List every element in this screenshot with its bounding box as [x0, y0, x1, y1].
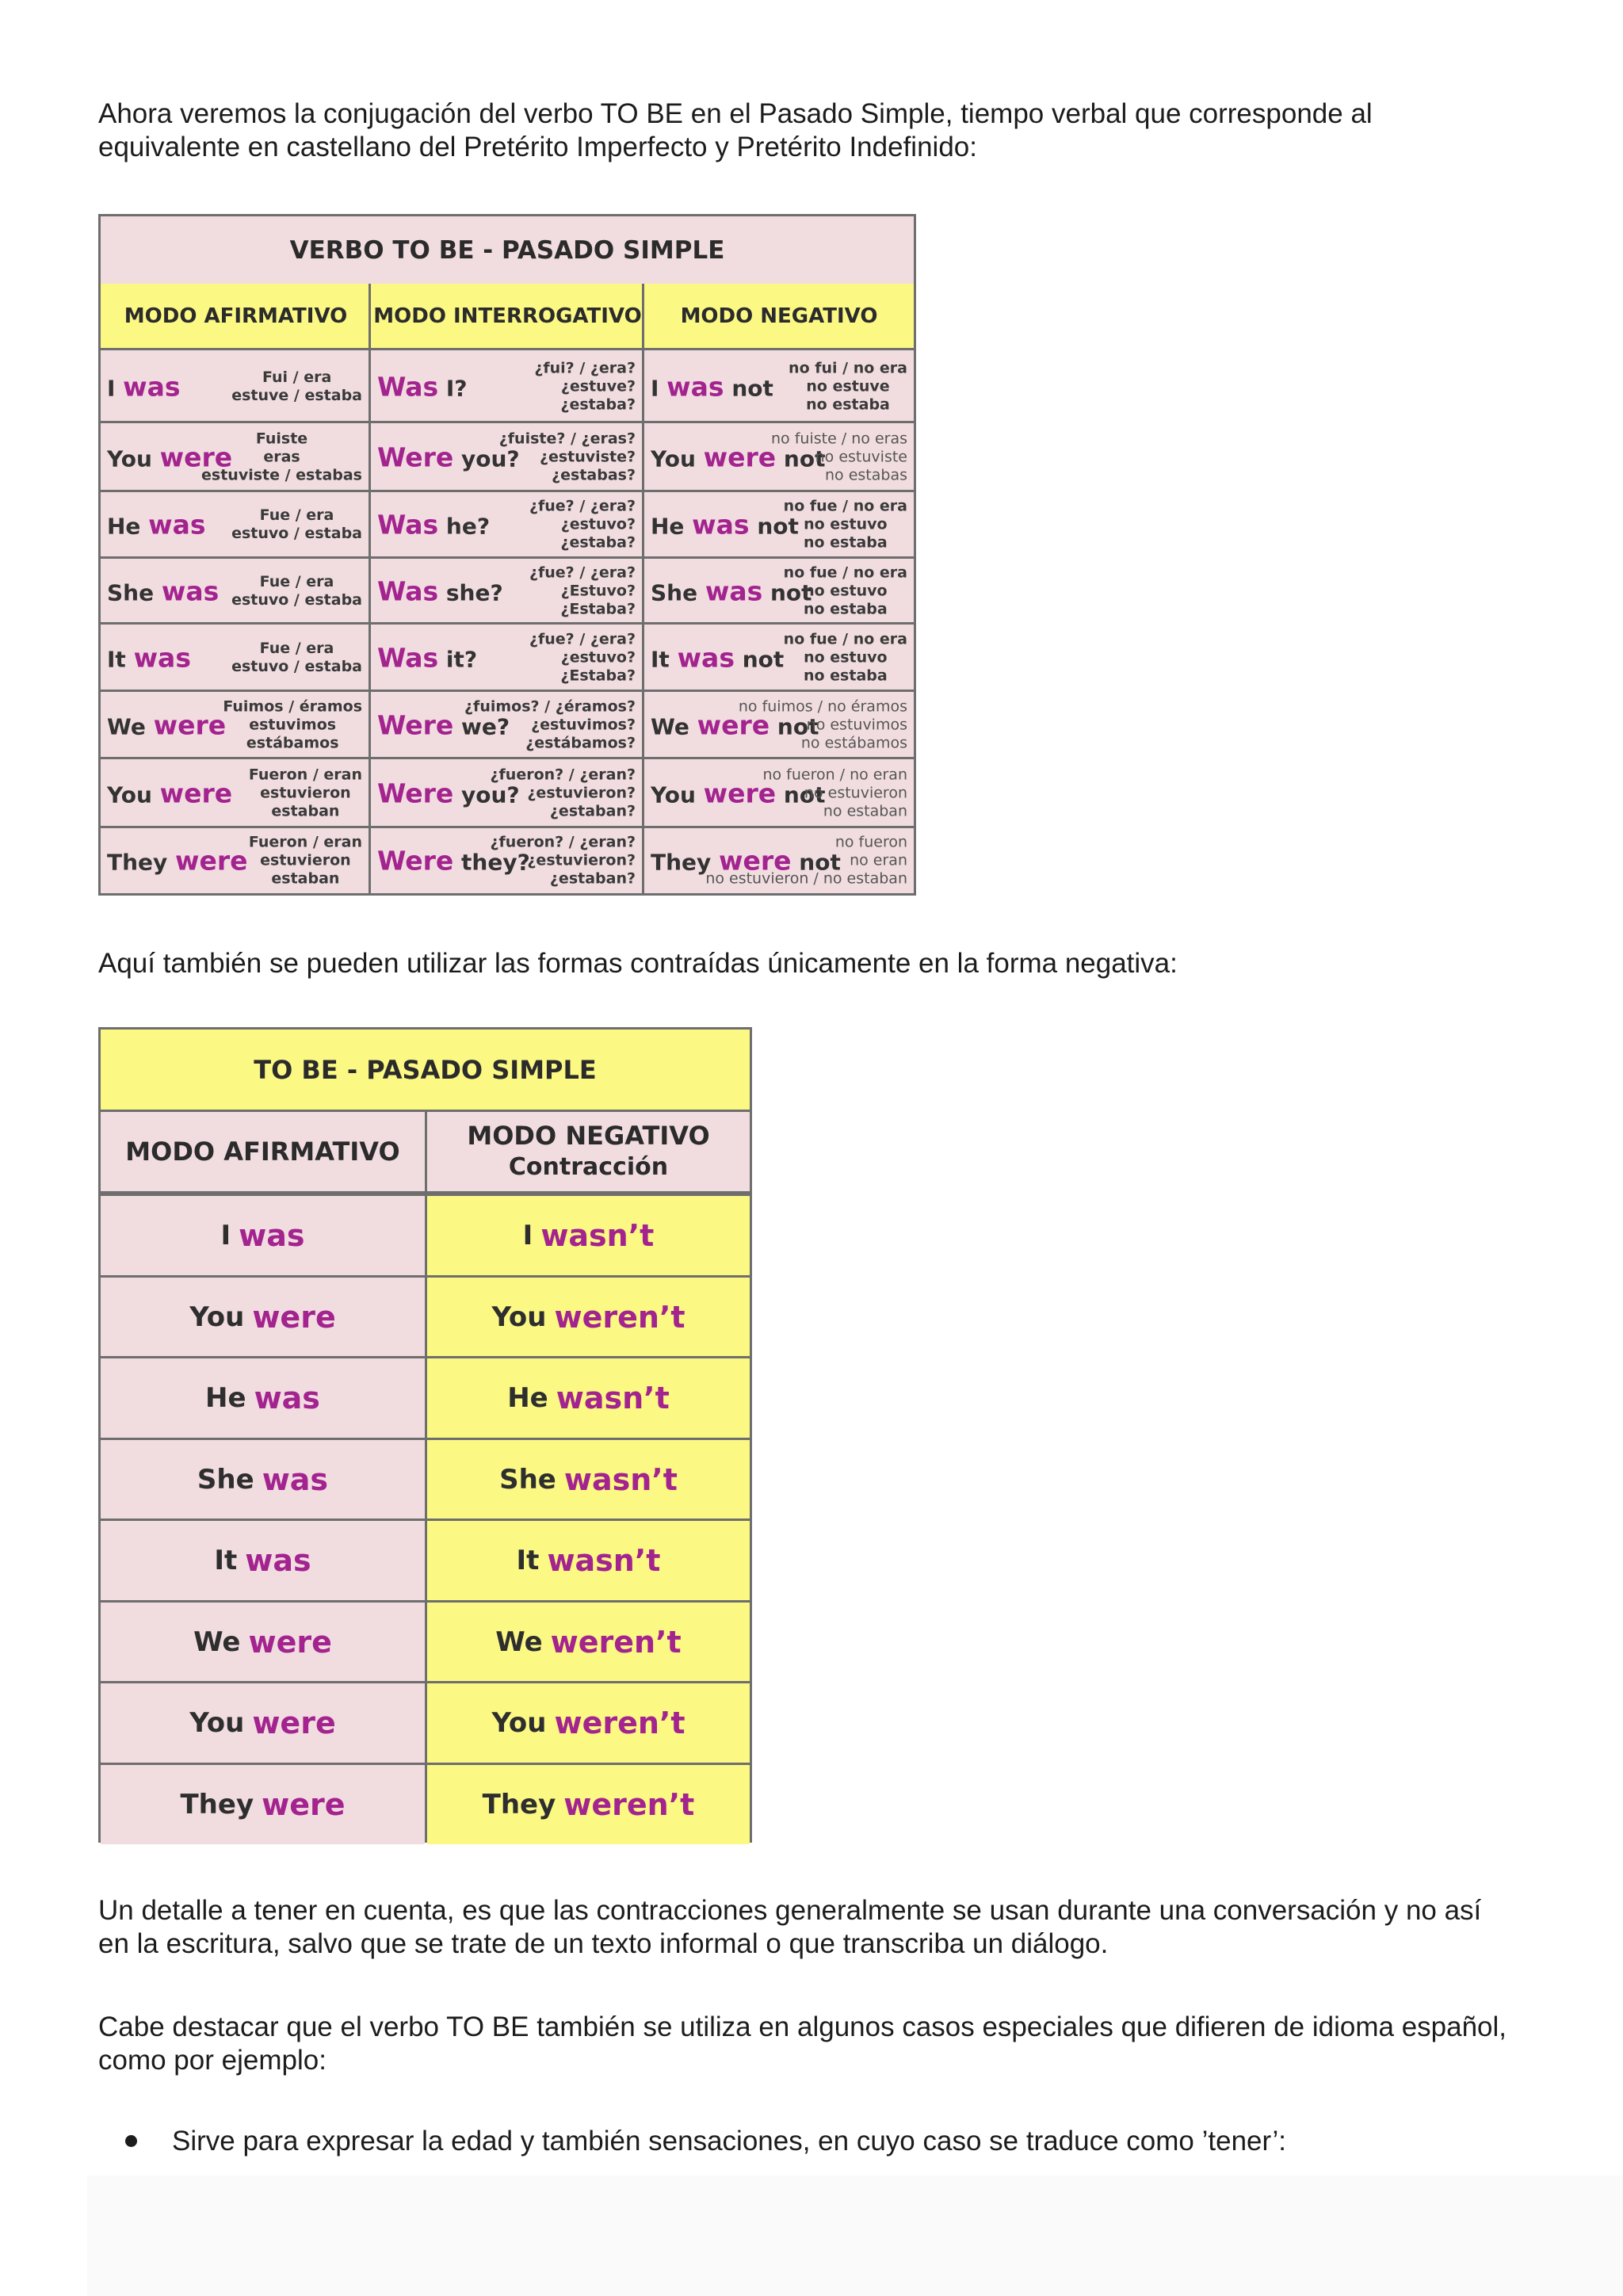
translation-line: ¿estuvimos? [531, 716, 636, 733]
translation-line: ¿fueron? / ¿eran? [490, 833, 636, 850]
spanish-translation [771, 430, 907, 484]
spanish-translation [784, 563, 907, 618]
cell-negative-contraction [427, 1521, 750, 1600]
subject: They [180, 1789, 254, 1820]
spanish-translation [705, 833, 907, 888]
verb: Were [377, 709, 454, 740]
translation-line: ¿estabas? [552, 466, 636, 483]
translation-line: no estuviste [815, 448, 907, 465]
contracted-verb: weren’t [563, 1787, 695, 1822]
translation-line: no estaba [806, 395, 890, 413]
cell-negative [644, 827, 914, 893]
translation-line: estábamos [246, 734, 339, 751]
translation-line: ¿fuimos? / ¿éramos? [464, 697, 636, 715]
contracted-verb: wasn’t [556, 1381, 670, 1415]
cell-affirmative [101, 1196, 425, 1275]
translation-line: ¿estaban? [549, 869, 636, 887]
verb: was [161, 575, 220, 606]
spanish-translation [464, 697, 636, 752]
translation-line: no fue / no era [783, 563, 907, 581]
translation-line: ¿fui? / ¿era? [534, 359, 636, 376]
translation-line: Fuimos / éramos [223, 697, 362, 715]
verb: were [175, 845, 248, 876]
table-row [101, 827, 914, 893]
contracted-verb: weren’t [554, 1300, 685, 1335]
table1-divider [369, 284, 371, 893]
contraction-paragraph: Aquí también se pueden utilizar las formas contraídas únicamente en la forma negativa: [98, 948, 1178, 979]
negative-form [651, 371, 773, 402]
subject: He [107, 513, 149, 540]
subject: he? [438, 513, 491, 540]
verb: were [697, 709, 770, 740]
translation-line: ¿Estaba? [560, 667, 636, 684]
subject: You [651, 445, 704, 472]
subject: you? [453, 781, 520, 808]
cell-affirmative [101, 491, 369, 558]
verb: was [239, 1218, 305, 1253]
note-paragraph: Un detalle a tener en cuenta, es que las contracciones generalmente se usan durante una conversación y no así en la escritura, salvo que se trate de un texto informal o que transcriba un diálogo. [98, 1895, 1482, 1959]
cell-negative [644, 422, 914, 491]
subject: I [107, 375, 124, 401]
subject: It [516, 1545, 540, 1576]
translation-line: Fue / era [259, 506, 334, 524]
translation-line: no fueron / no eran [762, 766, 907, 783]
table-row [101, 558, 914, 624]
cell-affirmative [101, 1603, 425, 1682]
subject: I [220, 1220, 231, 1251]
negation: not [724, 375, 773, 401]
table-row [101, 422, 914, 491]
translation-line: no estuvo [804, 515, 888, 533]
translation-line: ¿estaba? [560, 533, 636, 552]
affirmative-form [107, 845, 248, 876]
verb: were [153, 709, 227, 740]
table1-header-affirmative: MODO AFIRMATIVO [101, 284, 371, 350]
cell-negative [644, 624, 914, 691]
table-row [101, 624, 914, 691]
verb: was [677, 642, 735, 673]
subject: You [491, 1707, 547, 1739]
translation-line: ¿estuviste? [539, 448, 636, 465]
contracted-verb: wasn’t [547, 1543, 661, 1578]
verb: was [666, 371, 724, 402]
spanish-translation [739, 697, 907, 752]
interrogative-form [377, 575, 503, 606]
verb: Were [377, 845, 454, 876]
table1-header-interrogative: MODO INTERROGATIVO [371, 284, 644, 350]
translation-line: ¿estábamos? [525, 734, 636, 751]
translation-line: no fue / no era [783, 630, 907, 648]
cell-interrogative [371, 558, 642, 624]
subject: You [651, 781, 704, 808]
translation-line: ¿fueron? / ¿eran? [490, 766, 636, 783]
subject: she? [438, 579, 503, 606]
verb: was [133, 642, 191, 673]
translation-line: ¿estuvieron? [527, 851, 636, 869]
cell-affirmative [101, 1278, 425, 1357]
spanish-translation [529, 498, 636, 552]
table-to-be-past-full [98, 214, 916, 896]
affirmative-form [107, 575, 219, 606]
subject: You [107, 445, 160, 472]
translation-line: Fueron / eran [248, 833, 362, 850]
negation: not [734, 646, 785, 672]
contracted-verb: weren’t [554, 1706, 685, 1740]
translation-line: no estaba [803, 667, 888, 684]
cell-affirmative [101, 1358, 425, 1438]
cell-interrogative [371, 350, 642, 422]
translation-line: estaban [271, 802, 340, 819]
verb: was [148, 509, 206, 541]
subject: She [107, 579, 162, 606]
translation-line: ¿estuve? [560, 377, 636, 395]
negative-form [651, 642, 784, 673]
translation-line: Fui / era [262, 368, 332, 386]
negation: not [791, 849, 841, 875]
cell-affirmative [101, 1440, 425, 1519]
spanish-translation [231, 506, 362, 543]
translation-line: no estaba [803, 600, 888, 617]
verb: were [248, 1625, 332, 1660]
cell-negative-contraction [427, 1603, 750, 1682]
spanish-translation [529, 630, 636, 685]
subject: They [482, 1789, 556, 1820]
table-row [101, 758, 914, 827]
translation-line: ¿fuiste? / ¿eras? [498, 430, 636, 447]
translation-line: estaban [271, 869, 340, 887]
cell-affirmative [101, 1765, 425, 1844]
translation-line: Fuiste [255, 430, 308, 447]
cell-negative [644, 491, 914, 558]
table2-header-affirmative-label: MODO AFIRMATIVO [125, 1137, 400, 1167]
contracted-verb: weren’t [550, 1625, 682, 1660]
affirmative-form [107, 642, 191, 673]
cell-interrogative [371, 491, 642, 558]
spanish-translation [249, 766, 362, 820]
table2-title: TO BE - PASADO SIMPLE [101, 1030, 750, 1112]
spanish-translation [491, 833, 636, 888]
intro-paragraph: Ahora veremos la conjugación del verbo TO BE en el Pasado Simple, tiempo verbal que corresponde al equivalente en castellano del Pretérito Imperfecto y Pretérito Indefinido: [98, 98, 1373, 162]
subject: You [189, 1301, 245, 1333]
cell-affirmative [101, 827, 369, 893]
subject: you? [453, 445, 520, 472]
cell-negative-contraction [427, 1765, 750, 1844]
translation-line: ¿estuvieron? [527, 784, 636, 801]
translation-line: estuve / estaba [231, 386, 362, 404]
table2-header-affirmative [101, 1112, 425, 1194]
translation-line: no estuvieron / no estaban [705, 869, 907, 887]
translation-line: ¿Estaba? [560, 600, 636, 617]
subject: He [507, 1382, 548, 1414]
translation-line: Fue / era [259, 639, 334, 657]
subject: You [189, 1707, 245, 1739]
cell-negative-contraction [427, 1278, 750, 1357]
interrogative-form [377, 441, 520, 472]
subject: it? [438, 646, 478, 672]
subject: We [651, 713, 697, 739]
verb: Was [377, 642, 439, 673]
contracted-verb: wasn’t [540, 1218, 655, 1253]
spanish-translation [784, 630, 907, 685]
verb: were [252, 1300, 336, 1335]
cell-affirmative [101, 691, 369, 758]
cell-interrogative [371, 827, 642, 893]
subject: I [522, 1220, 533, 1251]
translation-line: estuvieron [260, 851, 351, 869]
page-bottom-shade [87, 2176, 1623, 2296]
negation: not [776, 445, 826, 472]
spanish-translation [762, 766, 907, 820]
subject: She [499, 1464, 556, 1496]
verb: were [159, 441, 233, 472]
translation-line: ¿fue? / ¿era? [529, 497, 636, 515]
cell-interrogative [371, 758, 642, 827]
translation-line: estuvo / estaba [231, 525, 362, 542]
table2-divider [425, 1112, 427, 1840]
negative-form [651, 510, 799, 541]
verb: was [692, 509, 750, 541]
translation-line: no estuvieron [804, 784, 907, 801]
translation-line: no fueron [834, 833, 907, 850]
translation-line: no estuvimos [806, 716, 907, 733]
subject: I? [438, 375, 468, 401]
subject: He [651, 513, 693, 540]
spanish-translation [231, 640, 362, 676]
spanish-translation [534, 359, 636, 414]
interrogative-form [377, 510, 490, 541]
translation-line: ¿fue? / ¿era? [529, 563, 636, 581]
verb: Were [377, 777, 454, 808]
verb: was [245, 1543, 311, 1578]
subject: She [197, 1464, 254, 1496]
subject: We [107, 713, 154, 739]
table1-title: VERBO TO BE - PASADO SIMPLE [101, 216, 914, 286]
subject: we? [453, 713, 510, 739]
spanish-translation [249, 833, 362, 888]
bullet-item-age: Sirve para expresar la edad y también sensaciones, en cuyo caso se traduce como ’tener’: [172, 2126, 1286, 2157]
interrogative-form [377, 642, 477, 673]
cell-affirmative [101, 624, 369, 691]
translation-line: no fuimos / no éramos [738, 697, 907, 715]
cell-affirmative [101, 422, 369, 491]
negation: not [769, 713, 819, 739]
subject: We [495, 1626, 543, 1658]
translation-line: no fui / no era [789, 359, 907, 376]
translation-line: ¿Estuvo? [560, 582, 636, 599]
cell-negative-contraction [427, 1683, 750, 1763]
interrogative-form [377, 371, 468, 402]
verb: was [123, 371, 181, 402]
special-cases-paragraph: Cabe destacar que el verbo TO BE también se utiliza en algunos casos especiales que difieren de idioma español, como por ejemplo: [98, 2011, 1507, 2076]
cell-interrogative [371, 691, 642, 758]
verb: Was [377, 575, 439, 606]
cell-interrogative [371, 624, 642, 691]
verb: Was [377, 371, 439, 402]
table-row [101, 691, 914, 758]
cell-negative-contraction [427, 1440, 750, 1519]
verb: were [159, 777, 233, 808]
table1-header-negative: MODO NEGATIVO [644, 284, 914, 350]
affirmative-form [107, 510, 206, 541]
spanish-translation [784, 498, 907, 552]
affirmative-form [107, 777, 232, 808]
cell-negative-contraction [427, 1358, 750, 1438]
table-row [101, 350, 914, 422]
translation-line: no estabas [825, 466, 907, 483]
subject: It [651, 646, 678, 672]
cell-negative [644, 691, 914, 758]
cell-affirmative [101, 350, 369, 422]
translation-line: no estaban [823, 802, 907, 819]
spanish-translation [789, 359, 907, 414]
translation-line: no estuve [806, 377, 890, 395]
spanish-translation [529, 563, 636, 618]
verb: was [262, 1462, 329, 1497]
subject: They [107, 849, 176, 875]
table2-header-negative-sub: Contracción [508, 1153, 669, 1181]
cell-interrogative [371, 422, 642, 491]
translation-line: no estuvo [804, 582, 888, 599]
translation-line: Fueron / eran [248, 766, 362, 783]
subject: You [491, 1301, 547, 1333]
verb: were [703, 777, 777, 808]
translation-line: no estuvo [804, 648, 888, 666]
translation-line: no fue / no era [783, 497, 907, 515]
spanish-translation [223, 697, 362, 752]
table1-divider [642, 284, 644, 893]
verb: were [703, 441, 777, 472]
translation-line: ¿estaba? [560, 395, 636, 413]
subject: He [205, 1382, 246, 1414]
negation: not [776, 781, 826, 808]
cell-negative-contraction [427, 1196, 750, 1275]
spanish-translation [491, 766, 636, 820]
verb: were [719, 845, 792, 876]
cell-negative [644, 758, 914, 827]
translation-line: Fue / era [259, 572, 334, 590]
subject: It [214, 1545, 238, 1576]
translation-line: no eran [850, 851, 907, 869]
bullet-icon [125, 2135, 137, 2147]
subject: I [651, 375, 667, 401]
contracted-verb: wasn’t [563, 1462, 678, 1497]
cell-affirmative [101, 758, 369, 827]
subject: They [651, 849, 720, 875]
verb: was [705, 575, 763, 606]
cell-negative [644, 558, 914, 624]
spanish-translation [231, 573, 362, 609]
verb: Was [377, 509, 439, 541]
spanish-translation [231, 369, 362, 405]
table2-header-negative [427, 1112, 750, 1194]
cell-affirmative [101, 558, 369, 624]
translation-line: ¿fue? / ¿era? [529, 630, 636, 648]
verb: were [252, 1706, 336, 1740]
translation-line: estuvo / estaba [231, 590, 362, 609]
translation-line: eras [263, 448, 300, 465]
translation-line: no estaba [803, 533, 888, 552]
negation: not [749, 513, 799, 540]
translation-line: ¿estaban? [549, 802, 636, 819]
table-to-be-past-contraction [98, 1027, 752, 1843]
subject: You [107, 781, 160, 808]
verb: was [254, 1381, 320, 1415]
translation-line: ¿estuvo? [560, 515, 636, 533]
verb: were [262, 1787, 346, 1822]
table-row [101, 491, 914, 558]
subject: It [107, 646, 134, 672]
translation-line: estuvimos [249, 716, 337, 733]
subject: She [651, 579, 705, 606]
translation-line: estuviste / estabas [201, 466, 362, 483]
cell-negative [644, 350, 914, 422]
affirmative-form [107, 709, 226, 740]
translation-line: no fuiste / no eras [771, 430, 907, 447]
affirmative-form [107, 371, 181, 402]
table2-header-negative-label: MODO NEGATIVO [467, 1121, 710, 1151]
verb: Were [377, 441, 454, 472]
subject: they? [453, 849, 530, 875]
subject: We [193, 1626, 241, 1658]
translation-line: ¿estuvo? [560, 648, 636, 666]
spanish-translation [499, 430, 636, 484]
spanish-translation [201, 430, 362, 484]
cell-affirmative [101, 1683, 425, 1763]
cell-affirmative [101, 1521, 425, 1600]
negation: not [762, 579, 812, 606]
translation-line: estuvo / estaba [231, 657, 362, 675]
translation-line: no estábamos [800, 734, 907, 751]
translation-line: estuvieron [260, 784, 351, 801]
